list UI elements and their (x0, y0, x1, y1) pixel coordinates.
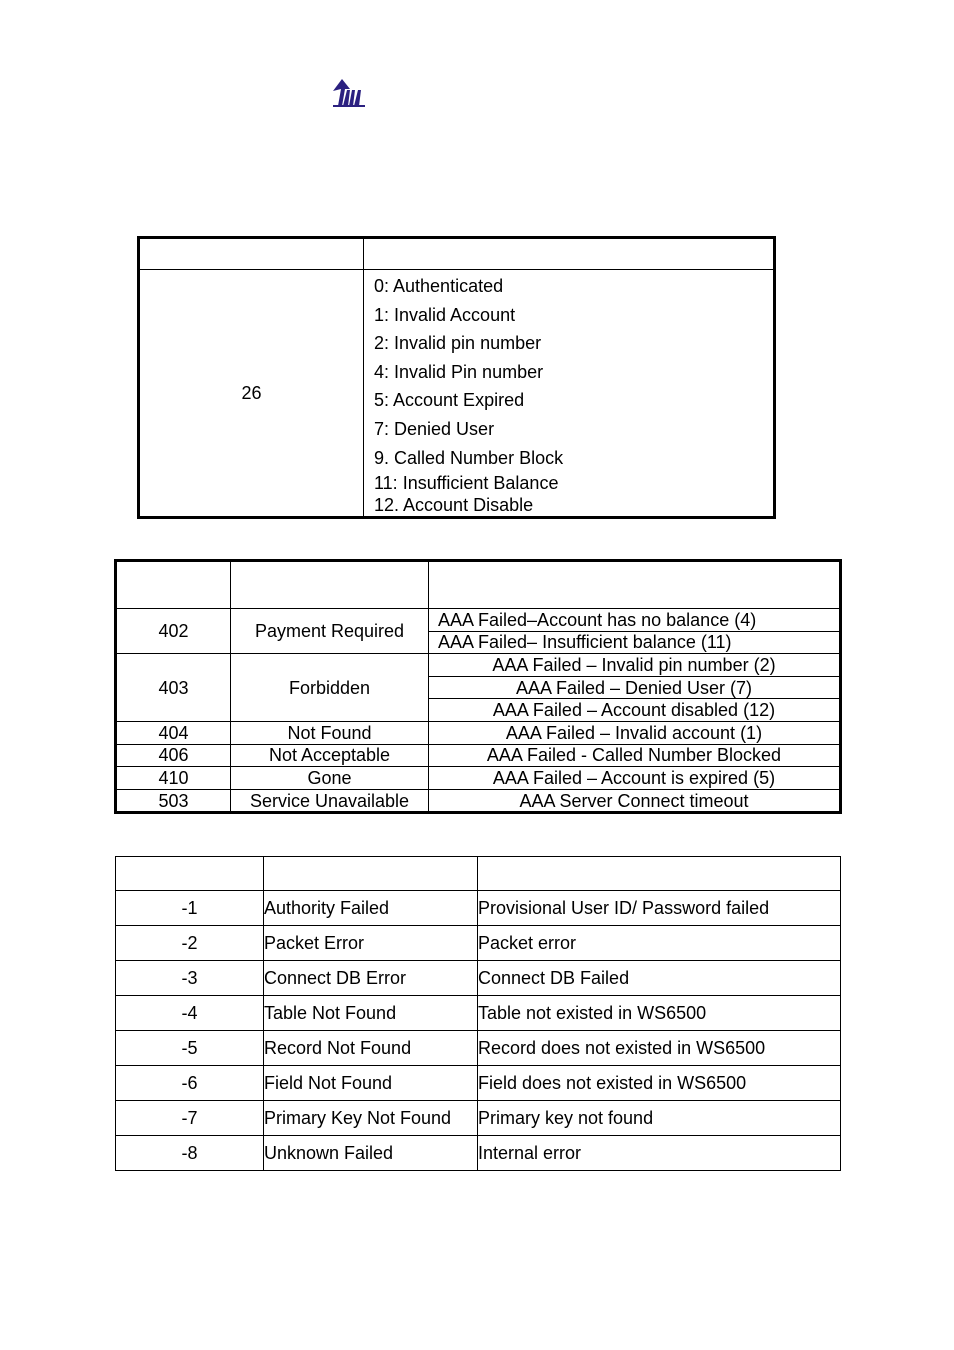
status-name-cell: Gone (231, 767, 429, 790)
error-name-cell: Authority Failed (264, 891, 478, 926)
table-header-row (139, 238, 775, 270)
status-code-cell: 402 (116, 609, 231, 654)
description-cell: AAA Failed - Called Number Blocked (429, 744, 841, 767)
error-code-cell: -3 (116, 961, 264, 996)
status-name-cell: Forbidden (231, 654, 429, 722)
result-value: 4: Invalid Pin number (374, 361, 544, 382)
error-code-cell: -5 (116, 1031, 264, 1066)
header-cell (139, 238, 364, 270)
error-description-cell: Primary key not found (478, 1101, 841, 1136)
table-row (116, 1101, 841, 1136)
result-value: 11: Insufficient Balance (374, 473, 559, 494)
error-code-cell: -4 (116, 996, 264, 1031)
result-value: 1: Invalid Account (374, 304, 516, 325)
header-cell (116, 561, 231, 609)
header-cell (116, 857, 264, 891)
error-code-cell: -6 (116, 1066, 264, 1101)
error-name-cell: Field Not Found (264, 1066, 478, 1101)
error-description-cell: Record does not existed in WS6500 (478, 1031, 841, 1066)
error-description-cell: Provisional User ID/ Password failed (478, 891, 841, 926)
status-name-cell: Not Found (231, 721, 429, 744)
status-code-cell: 404 (116, 721, 231, 744)
error-code-cell: -8 (116, 1136, 264, 1171)
status-code-cell: 503 (116, 789, 231, 813)
error-description-cell: Table not existed in WS6500 (478, 996, 841, 1031)
description-cell: AAA Failed – Account disabled (12) (429, 699, 841, 722)
table-header-row (116, 857, 841, 891)
result-values-cell (364, 270, 775, 518)
description-cell: AAA Failed – Invalid pin number (2) (429, 654, 841, 677)
error-description-cell: Field does not existed in WS6500 (478, 1066, 841, 1101)
header-cell (264, 857, 478, 891)
error-description-cell: Internal error (478, 1136, 841, 1171)
table-row (116, 1066, 841, 1101)
description-cell: AAA Failed – Account is expired (5) (429, 767, 841, 790)
table-header-row (116, 561, 841, 609)
table-row (139, 270, 775, 518)
table-row (116, 721, 841, 744)
result-value: 2: Invalid pin number (374, 333, 542, 354)
table-row (116, 789, 841, 813)
result-value: 5: Account Expired (374, 390, 525, 411)
header-cell (231, 561, 429, 609)
description-cell: AAA Failed – Denied User (7) (429, 676, 841, 699)
error-code-cell: -7 (116, 1101, 264, 1136)
error-name-cell: Packet Error (264, 926, 478, 961)
table-row (116, 767, 841, 790)
header-cell (364, 238, 775, 270)
table-row (116, 1031, 841, 1066)
status-code-cell: 406 (116, 744, 231, 767)
auth-result-table (137, 236, 776, 519)
error-code-table (115, 856, 841, 1171)
table-row (116, 996, 841, 1031)
status-code-cell: 410 (116, 767, 231, 790)
status-name-cell: Service Unavailable (231, 789, 429, 813)
error-name-cell: Connect DB Error (264, 961, 478, 996)
result-value: 9. Called Number Block (374, 447, 564, 468)
table-row (116, 961, 841, 996)
error-code-cell: -2 (116, 926, 264, 961)
error-name-cell: Table Not Found (264, 996, 478, 1031)
description-cell: AAA Failed– Insufficient balance (11) (429, 631, 841, 654)
description-cell: AAA Failed – Invalid account (1) (429, 721, 841, 744)
header-cell (478, 857, 841, 891)
status-name-cell: Payment Required (231, 609, 429, 654)
table-row (116, 744, 841, 767)
description-cell: AAA Failed–Account has no balance (4) (429, 609, 841, 632)
table-row (116, 891, 841, 926)
table-row (116, 609, 841, 632)
sip-response-table (114, 559, 842, 814)
company-logo (330, 77, 368, 109)
error-code-cell: -1 (116, 891, 264, 926)
table-row (116, 926, 841, 961)
error-description-cell: Packet error (478, 926, 841, 961)
result-value: 12. Account Disable (374, 495, 534, 516)
error-name-cell: Primary Key Not Found (264, 1101, 478, 1136)
error-name-cell: Unknown Failed (264, 1136, 478, 1171)
status-name-cell: Not Acceptable (231, 744, 429, 767)
status-code-cell: 403 (116, 654, 231, 722)
description-cell: AAA Server Connect timeout (429, 789, 841, 813)
error-description-cell: Connect DB Failed (478, 961, 841, 996)
error-name-cell: Record Not Found (264, 1031, 478, 1066)
header-cell (429, 561, 841, 609)
table-row (116, 1136, 841, 1171)
result-value: 0: Authenticated (374, 276, 504, 296)
attribute-code-cell: 26 (139, 270, 364, 518)
result-value: 7: Denied User (374, 418, 495, 439)
table-row (116, 654, 841, 677)
